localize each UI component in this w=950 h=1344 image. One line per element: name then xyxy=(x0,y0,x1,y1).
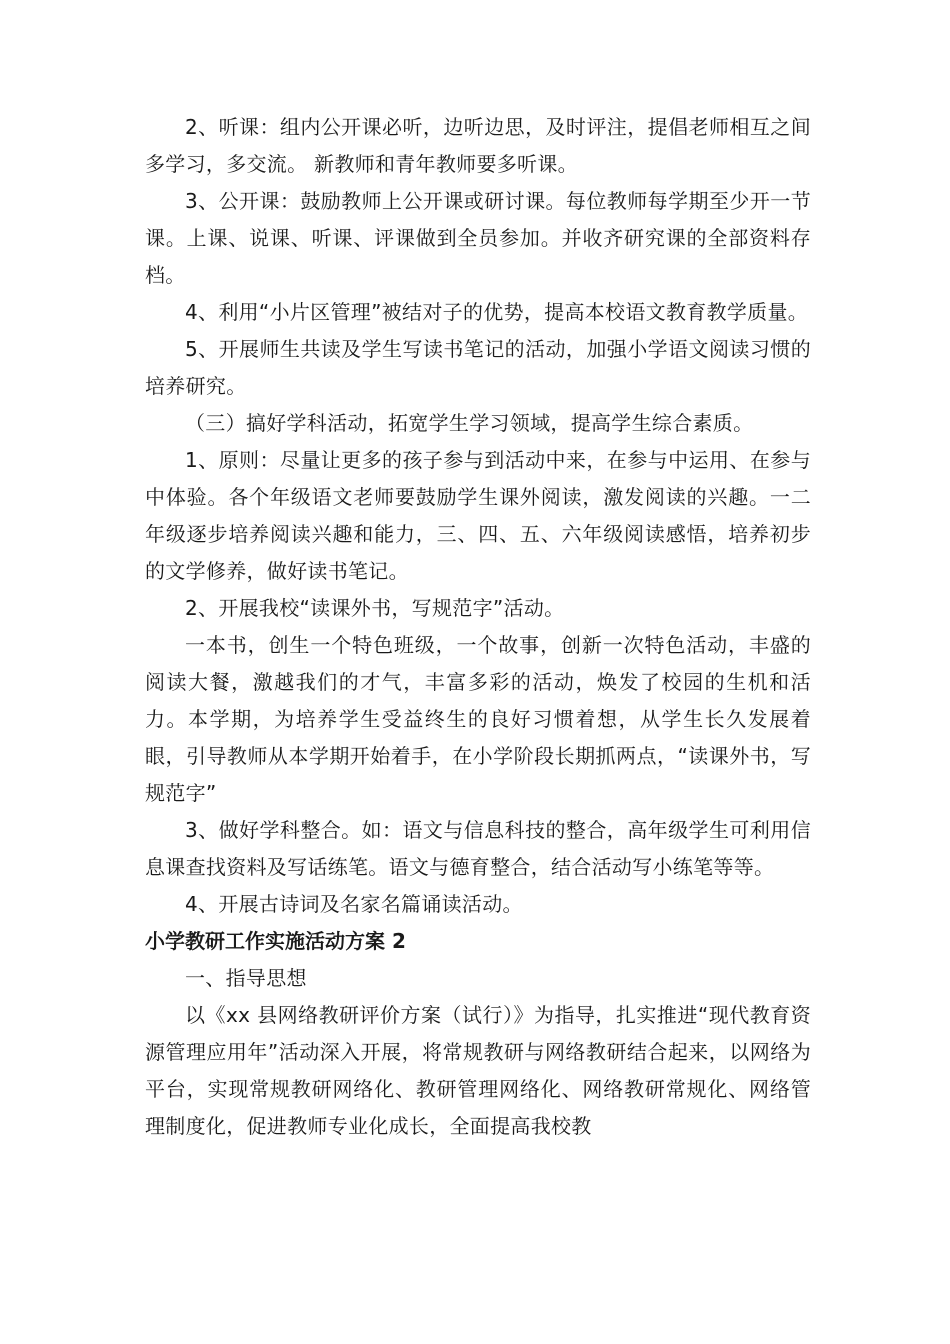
paragraph-section-three: （三）搞好学科活动，拓宽学生学习领域，提高学生综合素质。 xyxy=(185,411,754,435)
paragraph-guidance: 以《xx 县网络教研评价方案（试行）》为指导，扎实推进“现代教育资源管理应用年”活动深入开展，将常规教研与网络教研结合起来，以网络为平台，实现常规教研网络化、教研管理网络化、网络教研常规化、网络管理制度化，促进教师专业化成长，全面提高我校教 xyxy=(145,1003,811,1138)
paragraph-integration: 3、做好学科整合。如：语文与信息科技的整合，高年级学生可利用信息课查找资料及写话练笔。语文与德育整合，结合活动写小练笔等等。 xyxy=(145,818,811,879)
section-title: 小学教研工作实施活动方案 2 xyxy=(145,929,406,953)
paragraph-reading-activity: 2、开展我校“读课外书，写规范字”活动。 xyxy=(185,596,565,620)
paragraph-guiding-thought: 一、指导思想 xyxy=(185,966,307,990)
paragraph-shared-reading: 5、开展师生共读及学生写读书笔记的活动，加强小学语文阅读习惯的培养研究。 xyxy=(145,337,811,398)
paragraph-principle: 1、原则：尽量让更多的孩子参与到活动中来，在参与中运用、在参与中体验。各个年级语文老师要鼓励学生课外阅读，激发阅读的兴趣。一二年级逐步培养阅读兴趣和能力，三、四、五、六年级阅读感悟，培养初步的文学修养，做好读书笔记。 xyxy=(145,448,811,583)
paragraph-open-class: 3、公开课：鼓励教师上公开课或研讨课。每位教师每学期至少开一节课。上课、说课、听课、评课做到全员参加。并收齐研究课的全部资料存档。 xyxy=(145,189,811,287)
paragraph-recitation: 4、开展古诗词及名家名篇诵读活动。 xyxy=(185,892,523,916)
paragraph-listening: 2、听课：组内公开课必听，边听边思，及时评注，提倡老师相互之间多学习，多交流。 新教师和青年教师要多听课。 xyxy=(145,115,811,176)
paragraph-district-management: 4、利用“小片区管理”被结对子的优势，提高本校语文教育教学质量。 xyxy=(185,300,809,324)
document-body xyxy=(145,109,811,1145)
paragraph-one-book: 一本书，创生一个特色班级，一个故事，创新一次特色活动，丰盛的阅读大餐，激越我们的才气，丰富多彩的活动，焕发了校园的生机和活力。本学期，为培养学生受益终生的良好习惯着想，从学生长久发展着眼，引导教师从本学期开始着手，在小学阶段长期抓两点，“读课外书，写规范字” xyxy=(145,633,811,805)
